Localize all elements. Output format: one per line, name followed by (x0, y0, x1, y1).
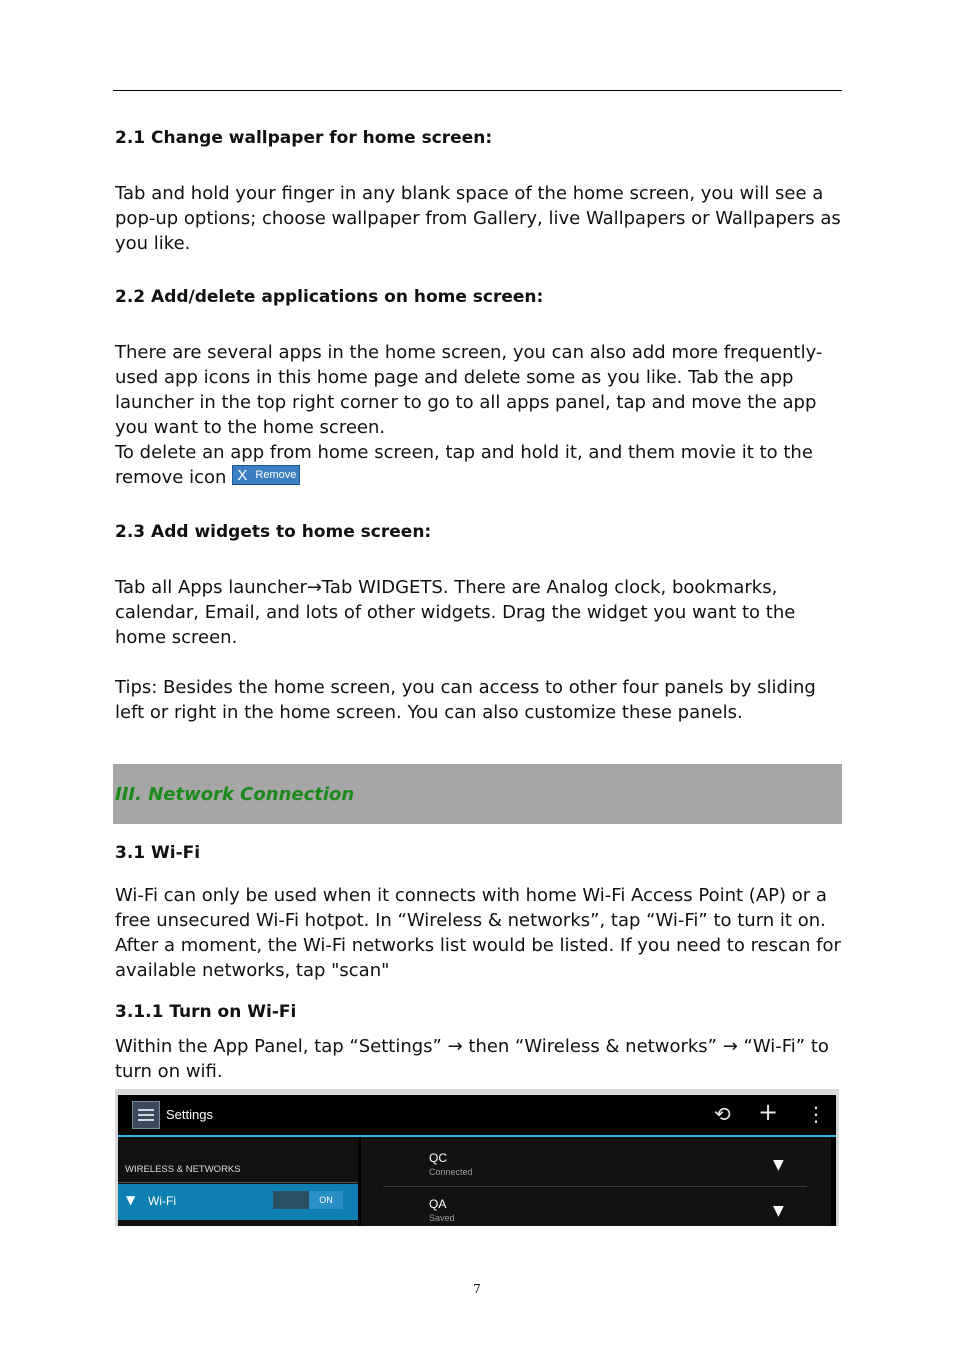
chapter-band (113, 764, 842, 824)
network-name: QC (429, 1151, 447, 1165)
wifi-signal-icon: ▼ (773, 1203, 784, 1219)
close-icon: X (237, 466, 248, 484)
section-2-2-heading: 2.2 Add/delete applications on home screen: (115, 287, 544, 307)
settings-app-icon (132, 1101, 160, 1129)
wps-icon: ⟲ (714, 1102, 731, 1126)
settings-left-pane (118, 1137, 358, 1226)
section-3-1-body: Wi-Fi can only be used when it connects with home Wi-Fi Access Point (AP) or a free unsecured Wi-Fi hotpot. In “Wireless & networks”, tap “Wi-Fi” to turn it on. After a moment, the Wi-Fi networks list would be listed. If you need to rescan for available networks, tap "scan" (115, 885, 841, 981)
network-status: Saved (429, 1213, 455, 1223)
section-2-1-body: Tab and hold your finger in any blank space of the home screen, you will see a pop-up options; choose wallpaper from Gallery, live Wallpapers or Wallpapers as you like. (115, 183, 841, 254)
settings-screenshot (115, 1089, 839, 1226)
section-2-3-body: Tab all Apps launcher→Tab WIDGETS. There are Analog clock, bookmarks, calendar, Email, and lots of other widgets. Drag the widget you want to the home screen. (115, 577, 796, 648)
page-number: 7 (473, 1282, 481, 1296)
section-2-3-tips: Tips: Besides the home screen, you can access to other four panels by sliding left or right in the home screen. You can also customize these panels. (115, 677, 816, 723)
wifi-toggle (273, 1191, 343, 1209)
section-2-3-heading: 2.3 Add widgets to home screen: (115, 522, 432, 542)
remove-icon (232, 465, 300, 485)
network-divider (383, 1186, 807, 1187)
settings-title: Settings (166, 1107, 213, 1122)
wifi-icon: ▼ (126, 1193, 136, 1207)
overflow-menu-icon: ⋮ (806, 1102, 826, 1126)
category-header: WIRELESS & NETWORKS (125, 1164, 241, 1175)
wifi-setting-row (118, 1184, 358, 1220)
section-3-1-1-heading: 3.1.1 Turn on Wi-Fi (115, 1002, 297, 1022)
network-item (429, 1197, 455, 1223)
section-2-2-body-2 (115, 440, 850, 490)
network-status: Connected (429, 1167, 473, 1177)
settings-screen (118, 1095, 836, 1226)
section-2-1-heading: 2.1 Change wallpaper for home screen: (115, 128, 493, 148)
section-3-1-heading: 3.1 Wi-Fi (115, 843, 201, 863)
add-icon: + (758, 1098, 779, 1126)
network-item (429, 1151, 473, 1177)
header-rule (113, 90, 842, 91)
section-2-2-body-2-text: To delete an app from home screen, tap and hold it, and them movie it to the remove icon (115, 442, 813, 488)
toggle-on-label: ON (309, 1191, 343, 1209)
network-name: QA (429, 1197, 447, 1211)
remove-label: Remove (255, 468, 297, 481)
network-list (361, 1137, 831, 1226)
wifi-signal-icon: ▼ (773, 1157, 784, 1173)
section-3-1-1-body: Within the App Panel, tap “Settings” → then “Wireless & networks” → “Wi-Fi” to turn on wifi. (115, 1036, 829, 1082)
section-2-2-body: There are several apps in the home screen, you can also add more frequently-used app icons in this home page and delete some as you like. Tab the app launcher in the top right corner to go to all apps panel, tap and move the app you want to the home screen. (115, 342, 823, 438)
action-bar (118, 1095, 836, 1137)
wifi-label: Wi-Fi (148, 1194, 176, 1208)
chapter-title: III. Network Connection (115, 784, 355, 805)
category-divider (118, 1182, 358, 1183)
